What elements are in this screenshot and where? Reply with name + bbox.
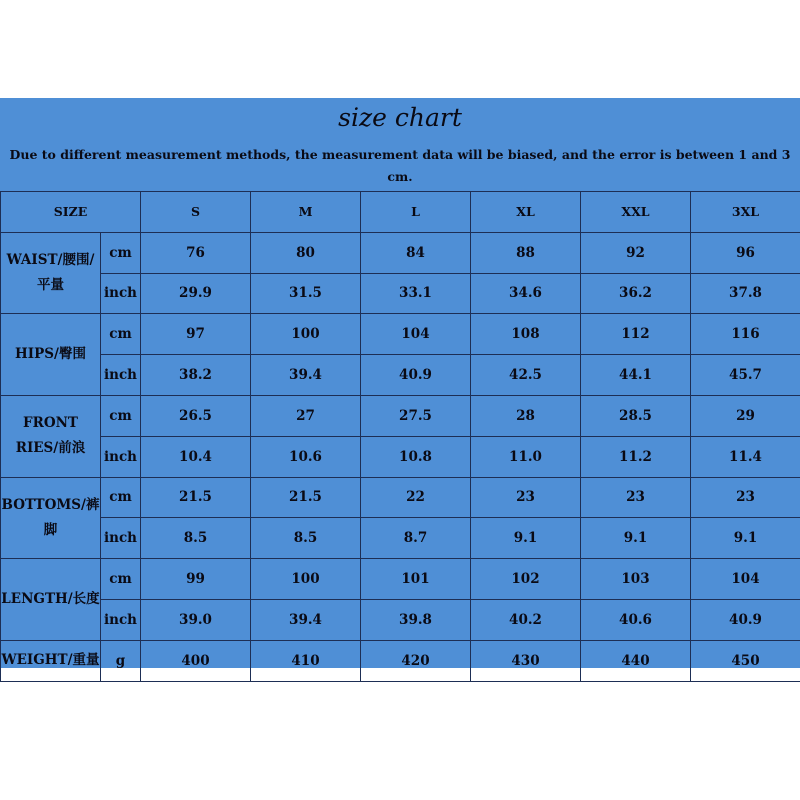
header-row <box>1 192 800 233</box>
value-cell: 40.6 <box>581 599 691 640</box>
unit-cell: inch <box>101 436 141 477</box>
value-cell: 8.5 <box>141 518 251 559</box>
table-row <box>1 599 800 640</box>
table-row <box>1 273 800 314</box>
value-cell: 84 <box>361 232 471 273</box>
measurement-label: FRONT RIES/前浪 <box>1 395 101 477</box>
unit-cell: cm <box>101 314 141 355</box>
value-cell: 102 <box>471 559 581 600</box>
value-cell: 27 <box>251 395 361 436</box>
size-column-header: XXL <box>581 192 691 233</box>
unit-cell: cm <box>101 477 141 518</box>
value-cell: 104 <box>691 559 800 600</box>
measurement-label: LENGTH/长度 <box>1 559 101 641</box>
value-cell: 39.4 <box>251 599 361 640</box>
table-row <box>1 232 800 273</box>
value-cell: 21.5 <box>251 477 361 518</box>
table-row <box>1 314 800 355</box>
value-cell: 27.5 <box>361 395 471 436</box>
value-cell: 420 <box>361 640 471 681</box>
value-cell: 9.1 <box>471 518 581 559</box>
value-cell: 9.1 <box>691 518 800 559</box>
size-column-header: XL <box>471 192 581 233</box>
value-cell: 23 <box>471 477 581 518</box>
value-cell: 112 <box>581 314 691 355</box>
measurement-label: WAIST/腰围/平量 <box>1 232 101 314</box>
value-cell: 31.5 <box>251 273 361 314</box>
value-cell: 36.2 <box>581 273 691 314</box>
unit-cell: inch <box>101 273 141 314</box>
value-cell: 40.2 <box>471 599 581 640</box>
chart-title: size chart <box>338 103 462 132</box>
size-column-header: S <box>141 192 251 233</box>
value-cell: 104 <box>361 314 471 355</box>
table-row <box>1 559 800 600</box>
value-cell: 108 <box>471 314 581 355</box>
value-cell: 100 <box>251 314 361 355</box>
value-cell: 11.2 <box>581 436 691 477</box>
value-cell: 97 <box>141 314 251 355</box>
unit-cell: inch <box>101 599 141 640</box>
value-cell: 26.5 <box>141 395 251 436</box>
unit-cell: cm <box>101 559 141 600</box>
value-cell: 39.0 <box>141 599 251 640</box>
measurement-note: Due to different measurement methods, the measurement data will be biased, and the error is between 1 and 3 cm. <box>9 147 791 184</box>
value-cell: 76 <box>141 232 251 273</box>
size-column-header: L <box>361 192 471 233</box>
measurement-label: WEIGHT/重量 <box>1 640 101 681</box>
value-cell: 23 <box>581 477 691 518</box>
value-cell: 38.2 <box>141 355 251 396</box>
value-cell: 103 <box>581 559 691 600</box>
measurement-label: BOTTOMS/裤脚 <box>1 477 101 559</box>
value-cell: 11.0 <box>471 436 581 477</box>
value-cell: 101 <box>361 559 471 600</box>
value-cell: 80 <box>251 232 361 273</box>
table-row <box>1 355 800 396</box>
table-row <box>1 518 800 559</box>
value-cell: 22 <box>361 477 471 518</box>
value-cell: 23 <box>691 477 800 518</box>
value-cell: 116 <box>691 314 800 355</box>
value-cell: 10.4 <box>141 436 251 477</box>
unit-cell: cm <box>101 232 141 273</box>
value-cell: 10.8 <box>361 436 471 477</box>
value-cell: 11.4 <box>691 436 800 477</box>
value-cell: 410 <box>251 640 361 681</box>
table-row <box>1 436 800 477</box>
value-cell: 8.7 <box>361 518 471 559</box>
value-cell: 92 <box>581 232 691 273</box>
value-cell: 39.8 <box>361 599 471 640</box>
value-cell: 99 <box>141 559 251 600</box>
value-cell: 100 <box>251 559 361 600</box>
value-cell: 400 <box>141 640 251 681</box>
size-table-body <box>1 192 800 682</box>
size-header-label: SIZE <box>1 192 141 233</box>
table-row <box>1 477 800 518</box>
size-column-header: 3XL <box>691 192 800 233</box>
value-cell: 10.6 <box>251 436 361 477</box>
measurement-label: HIPS/臀围 <box>1 314 101 396</box>
value-cell: 40.9 <box>691 599 800 640</box>
value-cell: 45.7 <box>691 355 800 396</box>
table-row <box>1 395 800 436</box>
value-cell: 34.6 <box>471 273 581 314</box>
value-cell: 39.4 <box>251 355 361 396</box>
unit-cell: g <box>101 640 141 681</box>
value-cell: 96 <box>691 232 800 273</box>
value-cell: 8.5 <box>251 518 361 559</box>
unit-cell: inch <box>101 355 141 396</box>
value-cell: 450 <box>691 640 800 681</box>
value-cell: 29 <box>691 395 800 436</box>
value-cell: 430 <box>471 640 581 681</box>
size-table <box>0 191 800 682</box>
value-cell: 9.1 <box>581 518 691 559</box>
unit-cell: inch <box>101 518 141 559</box>
value-cell: 37.8 <box>691 273 800 314</box>
value-cell: 88 <box>471 232 581 273</box>
value-cell: 440 <box>581 640 691 681</box>
size-chart <box>0 98 800 668</box>
size-column-header: M <box>251 192 361 233</box>
value-cell: 44.1 <box>581 355 691 396</box>
value-cell: 28.5 <box>581 395 691 436</box>
value-cell: 40.9 <box>361 355 471 396</box>
value-cell: 28 <box>471 395 581 436</box>
table-row <box>1 640 800 681</box>
value-cell: 21.5 <box>141 477 251 518</box>
value-cell: 42.5 <box>471 355 581 396</box>
value-cell: 33.1 <box>361 273 471 314</box>
unit-cell: cm <box>101 395 141 436</box>
value-cell: 29.9 <box>141 273 251 314</box>
